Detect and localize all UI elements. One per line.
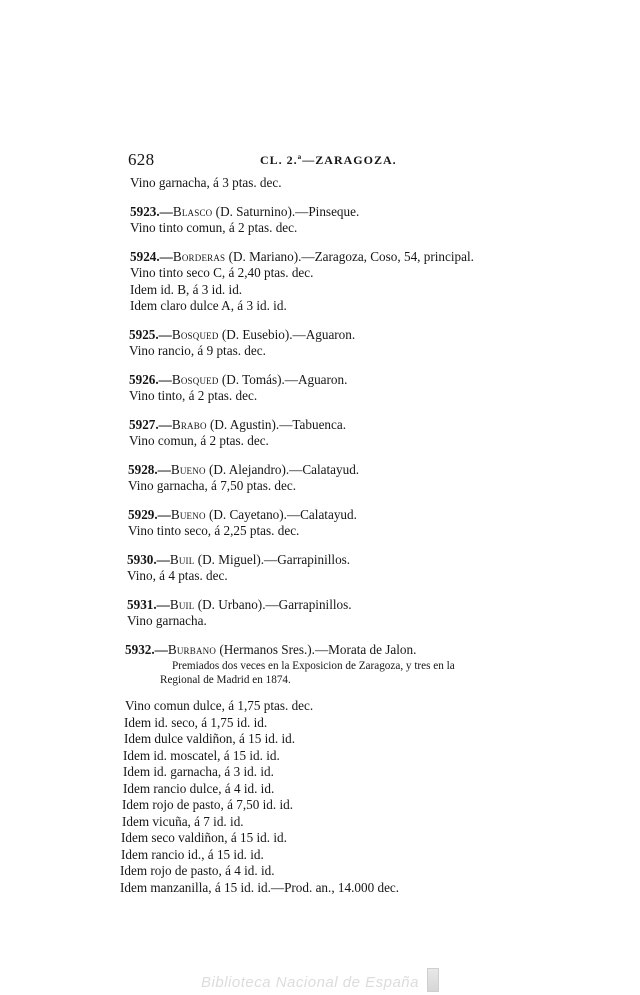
entry-number: 5929.—: [128, 506, 171, 522]
catalog-entry: [0, 642, 640, 897]
entry-heading: [0, 462, 640, 479]
exhibitor-details: (Hermanos Sres.).—Morata de Jalon.: [216, 641, 417, 657]
entry-heading: [0, 597, 640, 614]
exhibitor-details: (D. Cayetano).—Calatayud.: [205, 506, 357, 522]
product-line: Idem claro dulce A, á 3 id. id.: [130, 298, 287, 313]
entry-number: 5928.—: [128, 461, 171, 477]
exhibitor-surname: Brabo: [171, 416, 207, 432]
catalog-entry: [0, 507, 640, 540]
catalog-entry: [0, 597, 640, 630]
running-title: CL. 2.ª—ZARAGOZA.: [260, 153, 397, 167]
product-line: Vino rancio, á 9 ptas. dec.: [129, 343, 266, 358]
product-line: Idem vicuña, á 7 id. id.: [122, 813, 244, 829]
exhibitor-details: (D. Tomás).—Aguaron.: [218, 371, 348, 387]
entry-number: 5925.—: [129, 326, 172, 342]
exhibitor-surname: Buil: [169, 551, 195, 567]
exhibitor-details: (D. Urbano).—Garrapinillos.: [194, 596, 352, 612]
exhibitor-details: (D. Miguel).—Garrapinillos.: [194, 551, 351, 567]
entry-heading: [0, 552, 640, 569]
product-line: Idem rojo de pasto, á 7,50 id. id.: [122, 797, 294, 812]
catalog-entry: [0, 204, 640, 237]
exhibitor-surname: Bueno: [170, 461, 206, 477]
catalog-entry: [0, 327, 640, 360]
product-line: Vino comun, á 2 ptas. dec.: [129, 433, 269, 448]
entry-heading: [0, 204, 640, 221]
product-line: Vino tinto seco, á 2,25 ptas. dec.: [128, 523, 300, 538]
exhibitor-details: (D. Eusebio).—Aguaron.: [218, 326, 356, 342]
product-line: Idem id. seco, á 1,75 id. id.: [124, 714, 268, 730]
entry-number: 5931.—: [127, 596, 170, 612]
entry-heading: [0, 327, 640, 344]
product-line: Idem dulce valdiñon, á 15 id. id.: [124, 731, 296, 746]
award-note-line: Regional de Madrid en 1874.: [160, 673, 291, 686]
product-line: Vino tinto, á 2 ptas. dec.: [129, 388, 258, 403]
page-header: [128, 150, 397, 170]
catalog-entry: [0, 417, 640, 450]
watermark-text: Biblioteca Nacional de España: [201, 974, 419, 991]
product-line: Vino comun dulce, á 1,75 ptas. dec.: [125, 698, 314, 713]
exhibitor-surname: Bosqued: [171, 371, 219, 387]
exhibitor-surname: Blasco: [172, 203, 213, 219]
product-line: Idem rojo de pasto, á 4 id. id.: [120, 863, 275, 878]
product-line: Idem rancio id., á 15 id. id.: [121, 846, 264, 862]
product-line: Idem id. garnacha, á 3 id. id.: [123, 764, 274, 779]
exhibitor-details: (D. Agustin).—Tabuenca.: [206, 416, 347, 432]
library-watermark: [0, 968, 640, 992]
product-line: Vino tinto comun, á 2 ptas. dec.: [130, 220, 298, 235]
library-logo-icon: [427, 968, 439, 992]
product-line: Idem rancio dulce, á 4 id. id.: [123, 780, 275, 796]
catalog-entry: [0, 249, 640, 315]
exhibitor-surname: Burbano: [167, 641, 217, 657]
entry-number: 5924.—: [130, 248, 173, 264]
exhibitor-details: (D. Alejandro).—Calatayud.: [205, 461, 360, 477]
entry-heading: [0, 507, 640, 524]
entry-heading: [0, 249, 640, 266]
product-line: Idem manzanilla, á 15 id. id.—Prod. an., 14.000 dec.: [120, 879, 400, 895]
product-line: Idem id. B, á 3 id. id.: [130, 281, 243, 297]
entry-number: 5926.—: [129, 371, 172, 387]
exhibitor-details: (D. Saturnino).—Pinseque.: [212, 203, 360, 219]
entry-number: 5923.—: [130, 203, 173, 219]
entry-number: 5927.—: [129, 416, 172, 432]
catalog-content: [0, 175, 640, 908]
catalog-entry: [0, 462, 640, 495]
award-note: [0, 660, 640, 687]
product-line: Vino tinto seco C, á 2,40 ptas. dec.: [130, 265, 314, 280]
exhibitor-surname: Bueno: [170, 506, 206, 522]
entry-heading: [0, 372, 640, 389]
product-line: Vino, á 4 ptas. dec.: [127, 568, 228, 583]
catalog-entry: [0, 552, 640, 585]
exhibitor-surname: Borderas: [172, 248, 226, 264]
continuation-line: Vino garnacha, á 3 ptas. dec.: [130, 175, 282, 190]
product-line: Idem seco valdiñon, á 15 id. id.: [121, 830, 287, 845]
product-line: Vino garnacha, á 7,50 ptas. dec.: [128, 478, 297, 493]
exhibitor-details: (D. Mariano).—Zaragoza, Coso, 54, principal.: [225, 248, 474, 264]
entry-number: 5932.—: [125, 641, 168, 657]
page-number: 628: [128, 150, 155, 169]
entry-heading: [0, 642, 640, 659]
product-line: Vino garnacha.: [127, 613, 207, 628]
entry-heading: [0, 417, 640, 434]
product-line: Idem id. moscatel, á 15 id. id.: [123, 747, 280, 763]
continuation-block: [0, 175, 640, 192]
catalog-entry: [0, 372, 640, 405]
entry-number: 5930.—: [127, 551, 170, 567]
award-note-line: Premiados dos veces en la Exposicion de Zaragoza, y tres en la: [172, 660, 455, 672]
exhibitor-surname: Buil: [169, 596, 195, 612]
exhibitor-surname: Bosqued: [171, 326, 219, 342]
